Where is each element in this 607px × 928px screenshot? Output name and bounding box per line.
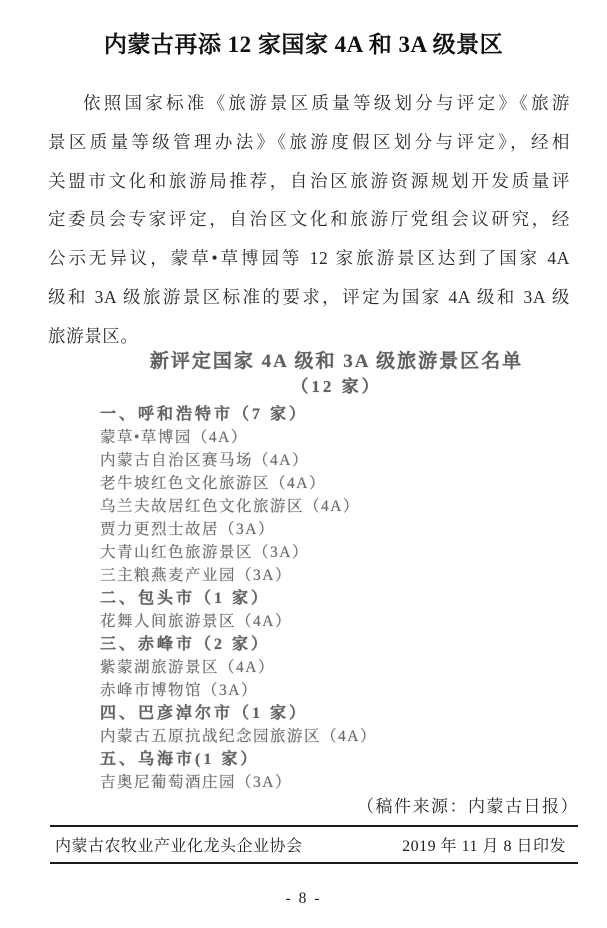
list-item: 蒙草•草博园（4A） bbox=[100, 429, 248, 446]
list-item: 乌兰夫故居红色文化旅游区（4A） bbox=[100, 498, 360, 515]
body-line: 关盟市文化和旅游局推荐，自治区旅游资源规划开发质量评 bbox=[48, 170, 570, 191]
source-attribution: （稿件来源：内蒙古日报） bbox=[357, 797, 579, 816]
body-paragraph bbox=[48, 84, 570, 356]
page-number: - 8 - bbox=[285, 890, 322, 907]
list-item: 内蒙古五原抗战纪念园旅游区（4A） bbox=[100, 728, 377, 745]
list-entries bbox=[100, 403, 573, 794]
list-item: 大青山红色旅游景区（3A） bbox=[100, 544, 309, 561]
list-title: 新评定国家 4A 级和 3A 级旅游景区名单 bbox=[149, 351, 524, 372]
list-item: 三主粮燕麦产业园（3A） bbox=[100, 567, 292, 584]
list-item: 花舞人间旅游景区（4A） bbox=[100, 613, 292, 630]
list-subtitle: （12 家） bbox=[291, 377, 382, 396]
list-section-header: 一、呼和浩特市（7 家） bbox=[100, 406, 309, 423]
document-title: 内蒙古再添 12 家国家 4A 和 3A 级景区 bbox=[103, 32, 504, 57]
list-section-header: 四、巴彦淖尔市（1 家） bbox=[100, 705, 309, 722]
list-item: 内蒙古自治区赛马场（4A） bbox=[100, 452, 309, 469]
footer-divider-bottom bbox=[50, 862, 578, 864]
list-item: 吉奥尼葡萄酒庄园（3A） bbox=[100, 774, 292, 791]
body-line: 依照国家标准《旅游景区质量等级划分与评定》《旅游 bbox=[83, 93, 570, 113]
body-line: 级和 3A 级旅游景区标准的要求，评定为国家 4A 级和 3A 级 bbox=[48, 286, 570, 307]
scenic-area-list-image bbox=[100, 348, 573, 794]
body-line: 旅游景区。 bbox=[48, 325, 139, 346]
list-item: 老牛坡红色文化旅游区（4A） bbox=[100, 475, 326, 492]
body-line: 公示无异议，蒙草•草博园等 12 家旅游景区达到了国家 4A bbox=[48, 248, 570, 269]
print-date: 2019 年 11 月 8 日印发 bbox=[402, 837, 566, 855]
list-section-header: 三、赤峰市（2 家） bbox=[100, 636, 271, 653]
issuing-organization: 内蒙古农牧业产业化龙头企业协会 bbox=[55, 837, 303, 855]
body-line: 景区质量等级管理办法》《旅游度假区划分与评定》，经相 bbox=[48, 131, 570, 152]
list-item: 贾力更烈士故居（3A） bbox=[100, 521, 275, 538]
list-section-header: 五、乌海市(1 家） bbox=[100, 751, 260, 768]
list-section-header: 二、包头市（1 家） bbox=[100, 590, 271, 607]
footer-row bbox=[50, 827, 578, 861]
list-item: 赤峰市博物馆（3A） bbox=[100, 682, 258, 699]
body-line: 定委员会专家评定，自治区文化和旅游厅党组会议研究，经 bbox=[48, 209, 570, 230]
list-item: 紫蒙湖旅游景区（4A） bbox=[100, 659, 275, 676]
